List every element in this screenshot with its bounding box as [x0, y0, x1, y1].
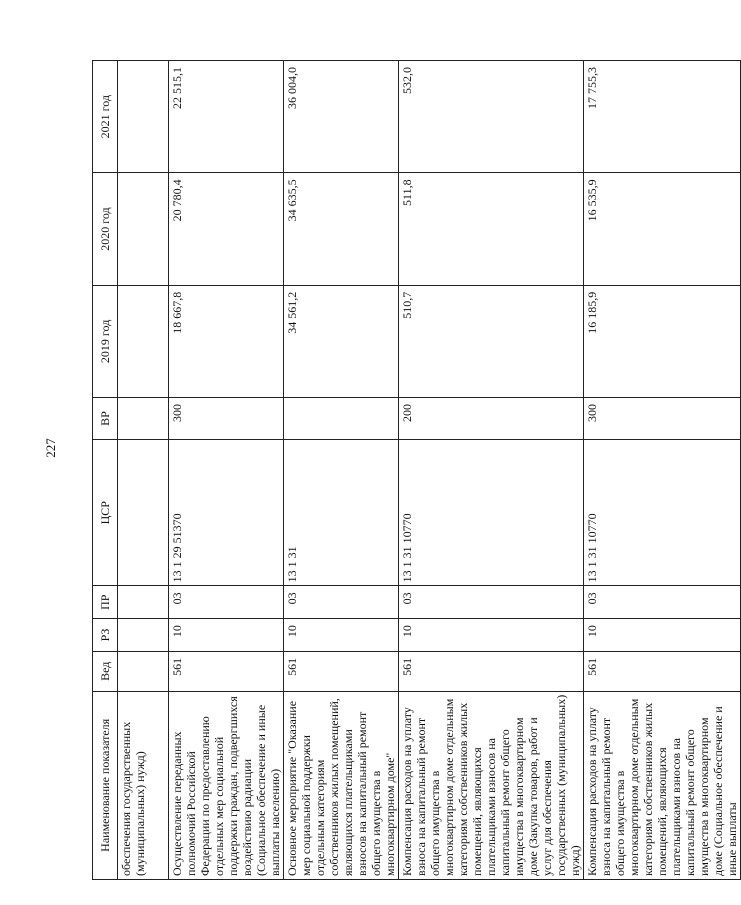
cell-pr: 03	[399, 586, 584, 619]
cell-rz: 10	[169, 619, 284, 652]
budget-table	[92, 60, 741, 880]
cell-rz: 10	[284, 619, 399, 652]
header-name: Наименование показателя	[93, 691, 118, 879]
cell-2021	[118, 61, 169, 173]
cell-2019: 18 667,8	[169, 285, 284, 397]
header-rz: РЗ	[93, 619, 118, 652]
cell-2021: 22 515,1	[169, 61, 284, 173]
cell-vr: 300	[169, 398, 284, 440]
cell-name: Компенсация расходов на уплату взноса на капитальный ремонт общего имущества в многоквартирном доме отдельным категориям собственников жилых помещений, являющихся плательщиками взносов на капитальный ремонт общего имущества в многоквартирном доме (Закупка товаров, работ и услуг для обеспечения государственных (муниципальных) нужд)	[399, 691, 584, 879]
cell-ved: 561	[284, 651, 399, 691]
cell-pr	[118, 586, 169, 619]
cell-csr: 13 1 31 10770	[399, 440, 584, 586]
table-header-row	[93, 61, 118, 880]
cell-ved: 561	[169, 651, 284, 691]
cell-csr	[118, 440, 169, 586]
cell-2019: 16 185,9	[584, 285, 741, 397]
cell-vr	[118, 398, 169, 440]
cell-rz: 10	[399, 619, 584, 652]
cell-2021: 17 755,3	[584, 61, 741, 173]
cell-2020: 20 780,4	[169, 173, 284, 285]
header-csr: ЦСР	[93, 440, 118, 586]
cell-2019: 510,7	[399, 285, 584, 397]
cell-ved	[118, 651, 169, 691]
cell-pr: 03	[284, 586, 399, 619]
cell-name: Компенсация расходов на уплату взноса на капитальный ремонт общего имущества в многоквартирном доме отдельным категориям собственников жилых помещений, являющихся плательщиками взносов на капитальный ремонт общего имущества в многоквартирном доме (Социальное обеспечение и иные выплаты	[584, 691, 741, 879]
table-row	[284, 61, 399, 880]
cell-2019: 34 561,2	[284, 285, 399, 397]
budget-table-container	[92, 60, 739, 880]
cell-csr: 13 1 31	[284, 440, 399, 586]
cell-2019	[118, 285, 169, 397]
cell-name: Осуществление переданных полномочий Российской Федерации по предоставлению отдельных мер социальной поддержки граждан, подвергшихся воздействию радиации (Социальное обеспечение и иные выплаты населению)	[169, 691, 284, 879]
cell-2021: 36 004,0	[284, 61, 399, 173]
cell-ved: 561	[584, 651, 741, 691]
header-2019: 2019 год	[93, 285, 118, 397]
cell-rz: 10	[584, 619, 741, 652]
cell-name: Основное мероприятие "Оказание мер социальной поддержки отдельным категориям собственников жилых помещений, являющихся плательщиками взносов на капитальный ремонт общего имущества в многоквартирном доме"	[284, 691, 399, 879]
cell-name: обеспечения государственных (муниципальных) нужд)	[118, 691, 169, 879]
header-pr: ПР	[93, 586, 118, 619]
cell-vr: 300	[584, 398, 741, 440]
cell-pr: 03	[169, 586, 284, 619]
cell-ved: 561	[399, 651, 584, 691]
table-row	[399, 61, 584, 880]
cell-2020: 16 535,9	[584, 173, 741, 285]
table-row	[584, 61, 741, 880]
cell-2021: 532,0	[399, 61, 584, 173]
cell-pr: 03	[584, 586, 741, 619]
cell-2020: 34 635,5	[284, 173, 399, 285]
header-2021: 2021 год	[93, 61, 118, 173]
table-row	[169, 61, 284, 880]
cell-2020	[118, 173, 169, 285]
table-row	[118, 61, 169, 880]
header-vr: ВР	[93, 398, 118, 440]
cell-csr: 13 1 31 10770	[584, 440, 741, 586]
page-number: 227	[43, 438, 58, 458]
cell-vr	[284, 398, 399, 440]
header-ved: Вед	[93, 651, 118, 691]
cell-csr: 13 1 29 51370	[169, 440, 284, 586]
cell-2020: 511,8	[399, 173, 584, 285]
header-2020: 2020 год	[93, 173, 118, 285]
cell-rz	[118, 619, 169, 652]
cell-vr: 200	[399, 398, 584, 440]
